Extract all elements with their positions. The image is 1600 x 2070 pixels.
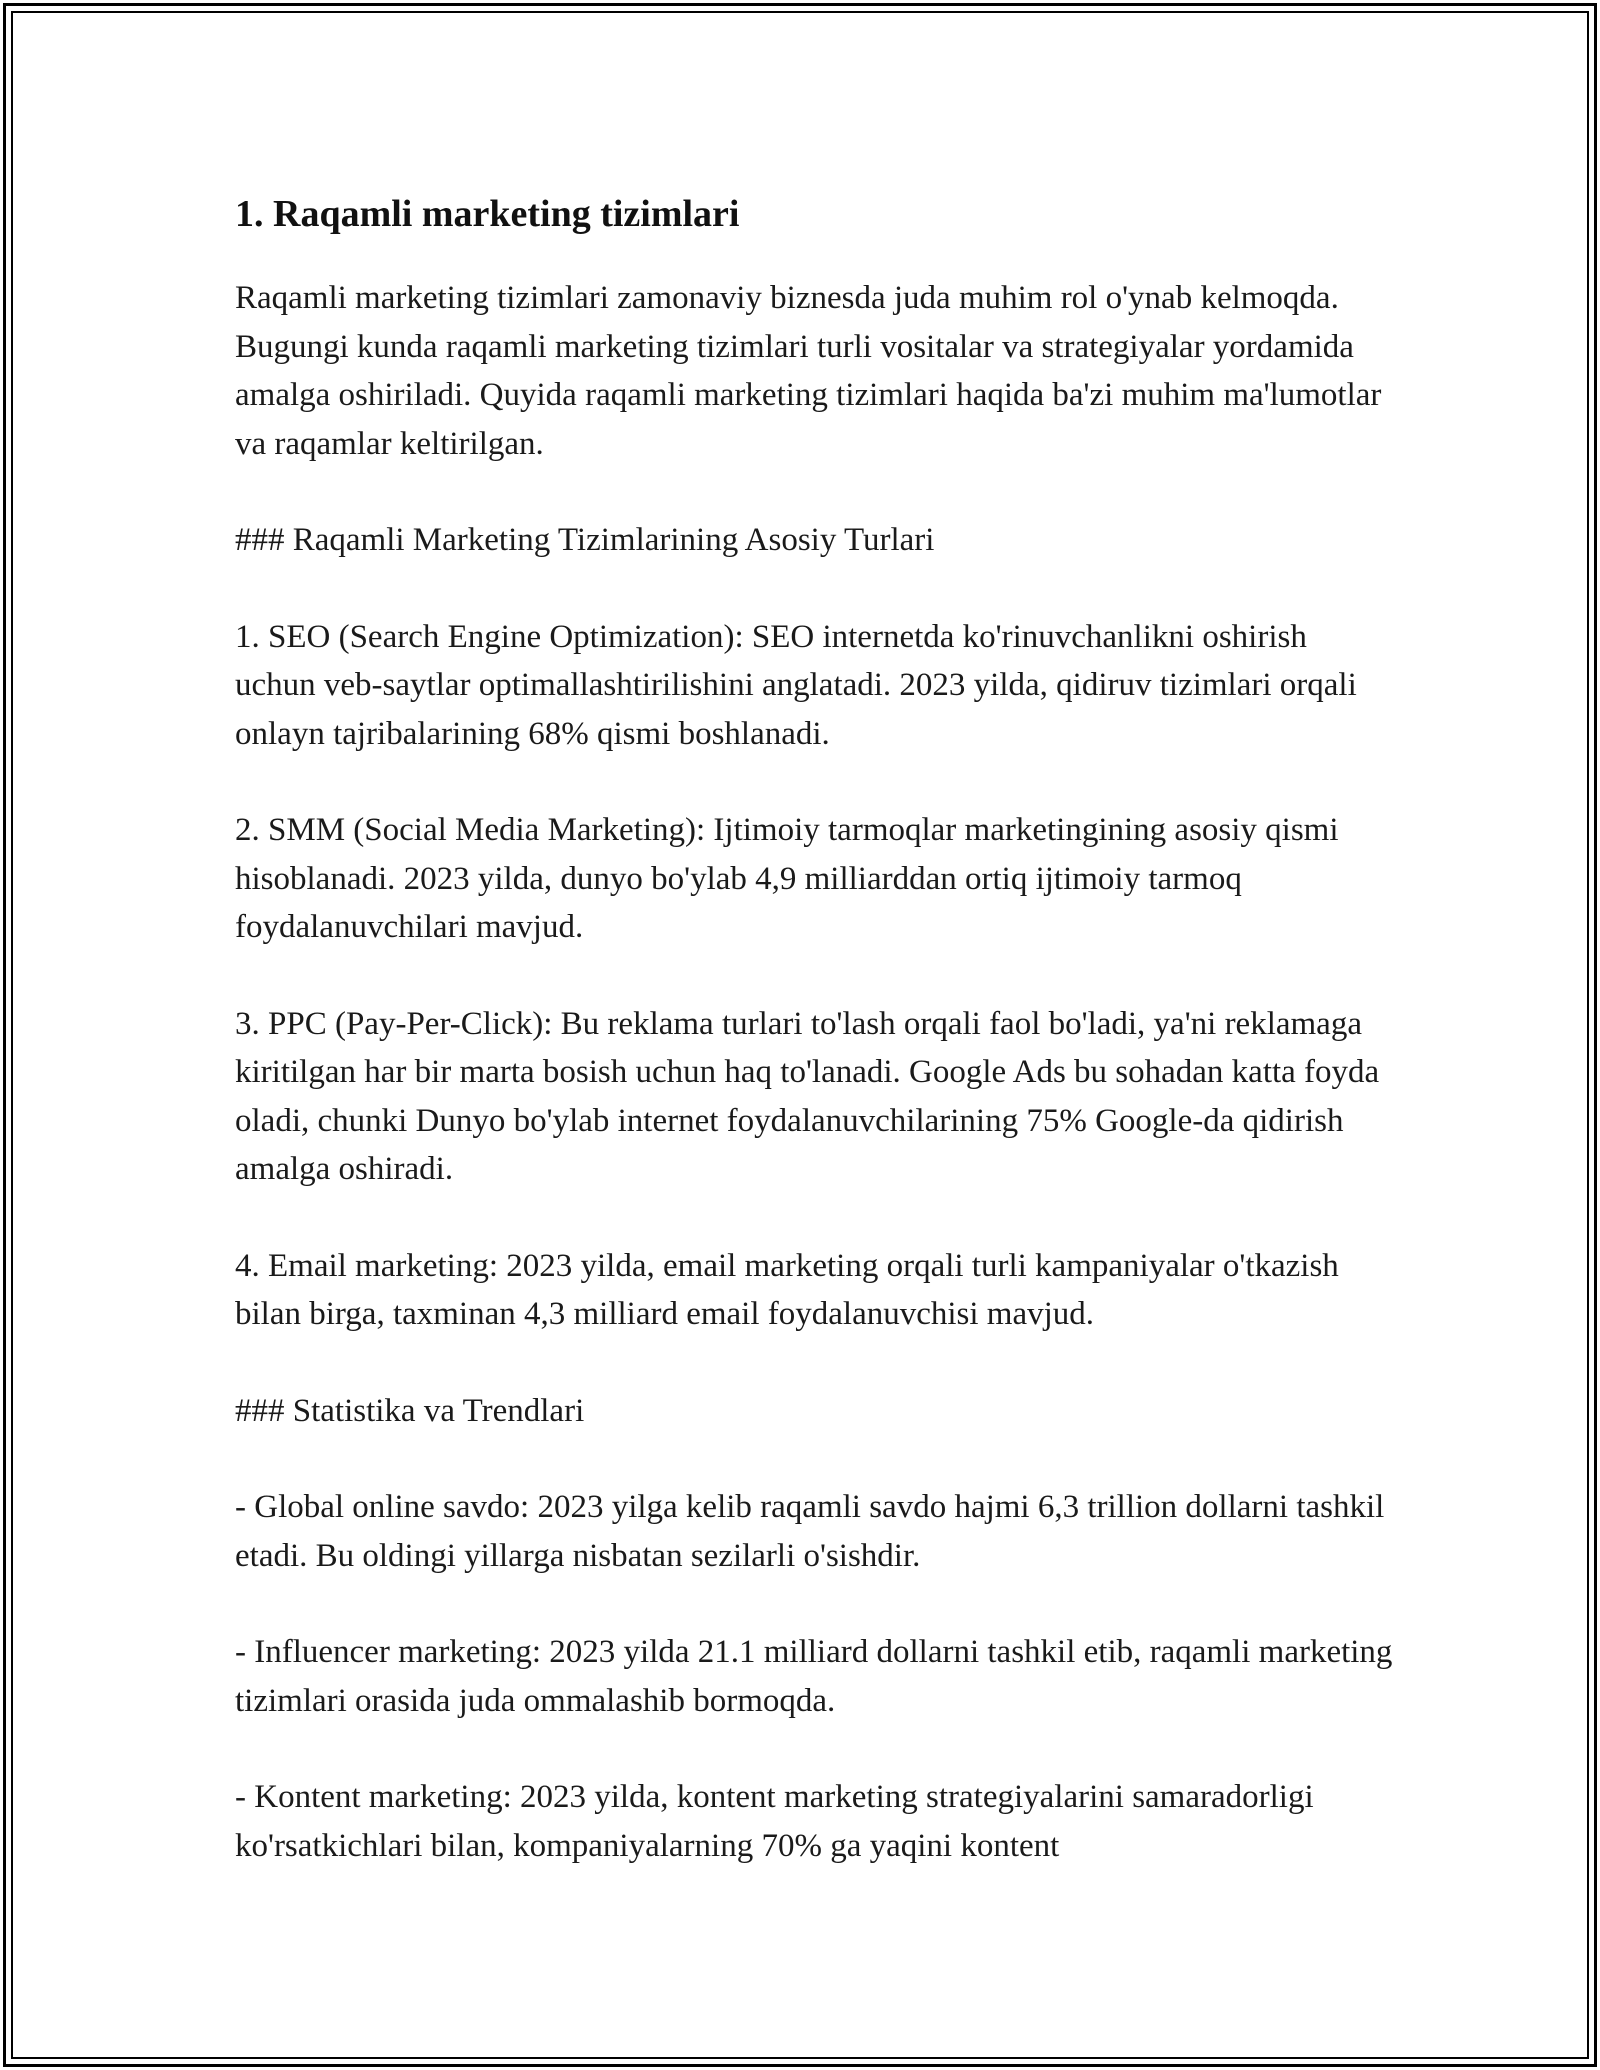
document-body [235,184,1395,1918]
list-item-email: 4. Email marketing: 2023 yilda, email marketing orqali turli kampaniyalar o'tkazish bilan birga, taxminan 4,3 milliard email foydalanuvchisi mavjud. [235,1247,1339,1332]
list-item-seo: 1. SEO (Search Engine Optimization): SEO internetda ko'rinuvchanlikni oshirish uchun veb-saytlar optimallashtirilishini anglatadi. 2023 yilda, qidiruv tizimlari orqali onlayn tajribalarining 68% qismi boshlanadi. [235,618,1357,752]
section-heading-types: ### Raqamli Marketing Tizimlarining Asosiy Turlari [235,522,935,558]
bullet-influencer: - Influencer marketing: 2023 yilda 21.1 milliard dollarni tashkil etib, raqamli marketing tizimlari orasida juda ommalashib bormoqda. [235,1634,1393,1719]
section-heading-stats: ### Statistika va Trendlari [235,1392,585,1429]
list-item-ppc: 3. PPC (Pay-Per-Click): Bu reklama turlari to'lash orqali faol bo'ladi, ya'ni reklamaga kiritilgan har bir marta bosish uchun haq to'lanadi. Google Ads bu sohadan katta foyda oladi, chunki Dunyo bo'ylab internet foydalanuvchilarining 75% Google-da qidirish amalga oshiradi. [235,1005,1380,1187]
list-item-smm: 2. SMM (Social Media Marketing): Ijtimoiy tarmoqlar marketingining asosiy qismi hisoblanadi. 2023 yilda, dunyo bo'ylab 4,9 milliarddan ortiq ijtimoiy tarmoq foydalanuvchilari mavjud. [235,812,1339,945]
bullet-global-online: - Global online savdo: 2023 yilga kelib raqamli savdo hajmi 6,3 trillion dollarni tashkil etadi. Bu oldingi yillarga nisbatan sezilarli o'sishdir. [235,1489,1385,1574]
intro-paragraph: Raqamli marketing tizimlari zamonaviy biznesda juda muhim rol o'ynab kelmoqda. Bugungi kunda raqamli marketing tizimlari turli vositalar va strategiyalar yordamida amalga oshiriladi. Quyida raqamli marketing tizimlari haqida ba'zi muhim ma'lumotlar va raqamlar keltirilgan. [235,280,1382,462]
bullet-content-marketing: - Kontent marketing: 2023 yilda, kontent marketing strategiyalarini samaradorligi ko'rsatkichlari bilan, kompaniyalarning 70% ga yaqini kontent [235,1779,1314,1864]
document-title: 1. Raqamli marketing tizimlari [235,193,740,235]
